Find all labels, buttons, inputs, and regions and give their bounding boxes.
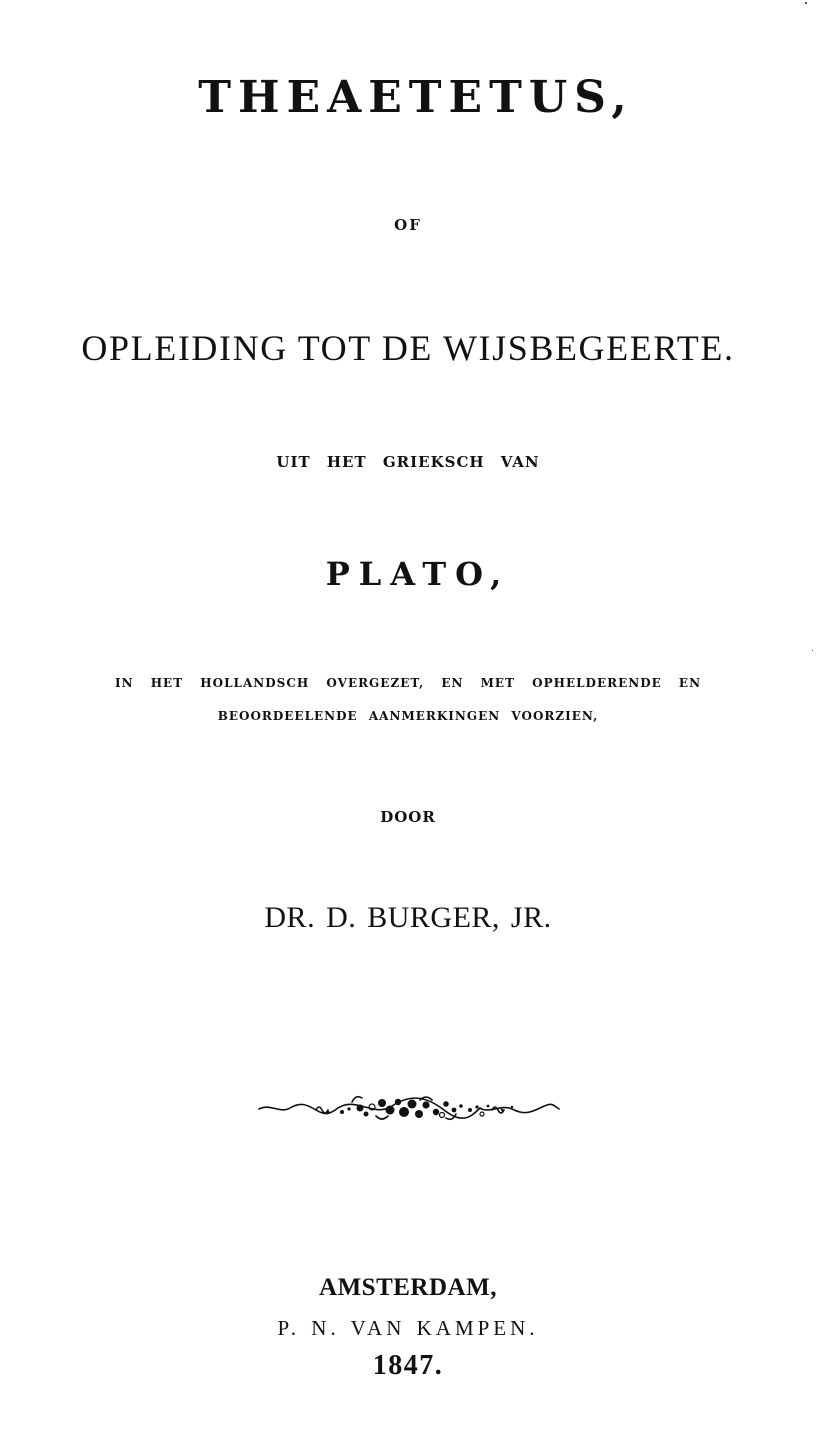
translator-name: DR. D. BURGER, JR. <box>264 901 552 934</box>
description-line-1: IN HET HOLLANDSCH OVERGEZET, EN MET OPHELDERENDE EN <box>114 676 702 690</box>
by-line: DOOR <box>380 808 436 826</box>
page-speck <box>805 2 807 4</box>
page-speck <box>812 650 813 651</box>
floral-vine-ornament-icon <box>256 1088 562 1128</box>
imprint-publisher: P. N. VAN KAMPEN. <box>277 1316 539 1340</box>
book-subtitle: OPLEIDING TOT DE WIJSBEGEERTE. <box>81 328 735 368</box>
author-name: PLATO, <box>325 555 511 593</box>
imprint-year: 1847. <box>372 1350 444 1381</box>
translated-from-line: UIT HET GRIEKSCH VAN <box>276 453 540 471</box>
description-line-2: BEOORDEELENDE AANMERKINGEN VOORZIEN, <box>217 709 599 723</box>
imprint-city: AMSTERDAM, <box>319 1274 497 1301</box>
of-connector: OF <box>394 216 422 234</box>
book-title: THEAETETUS, <box>198 72 634 123</box>
